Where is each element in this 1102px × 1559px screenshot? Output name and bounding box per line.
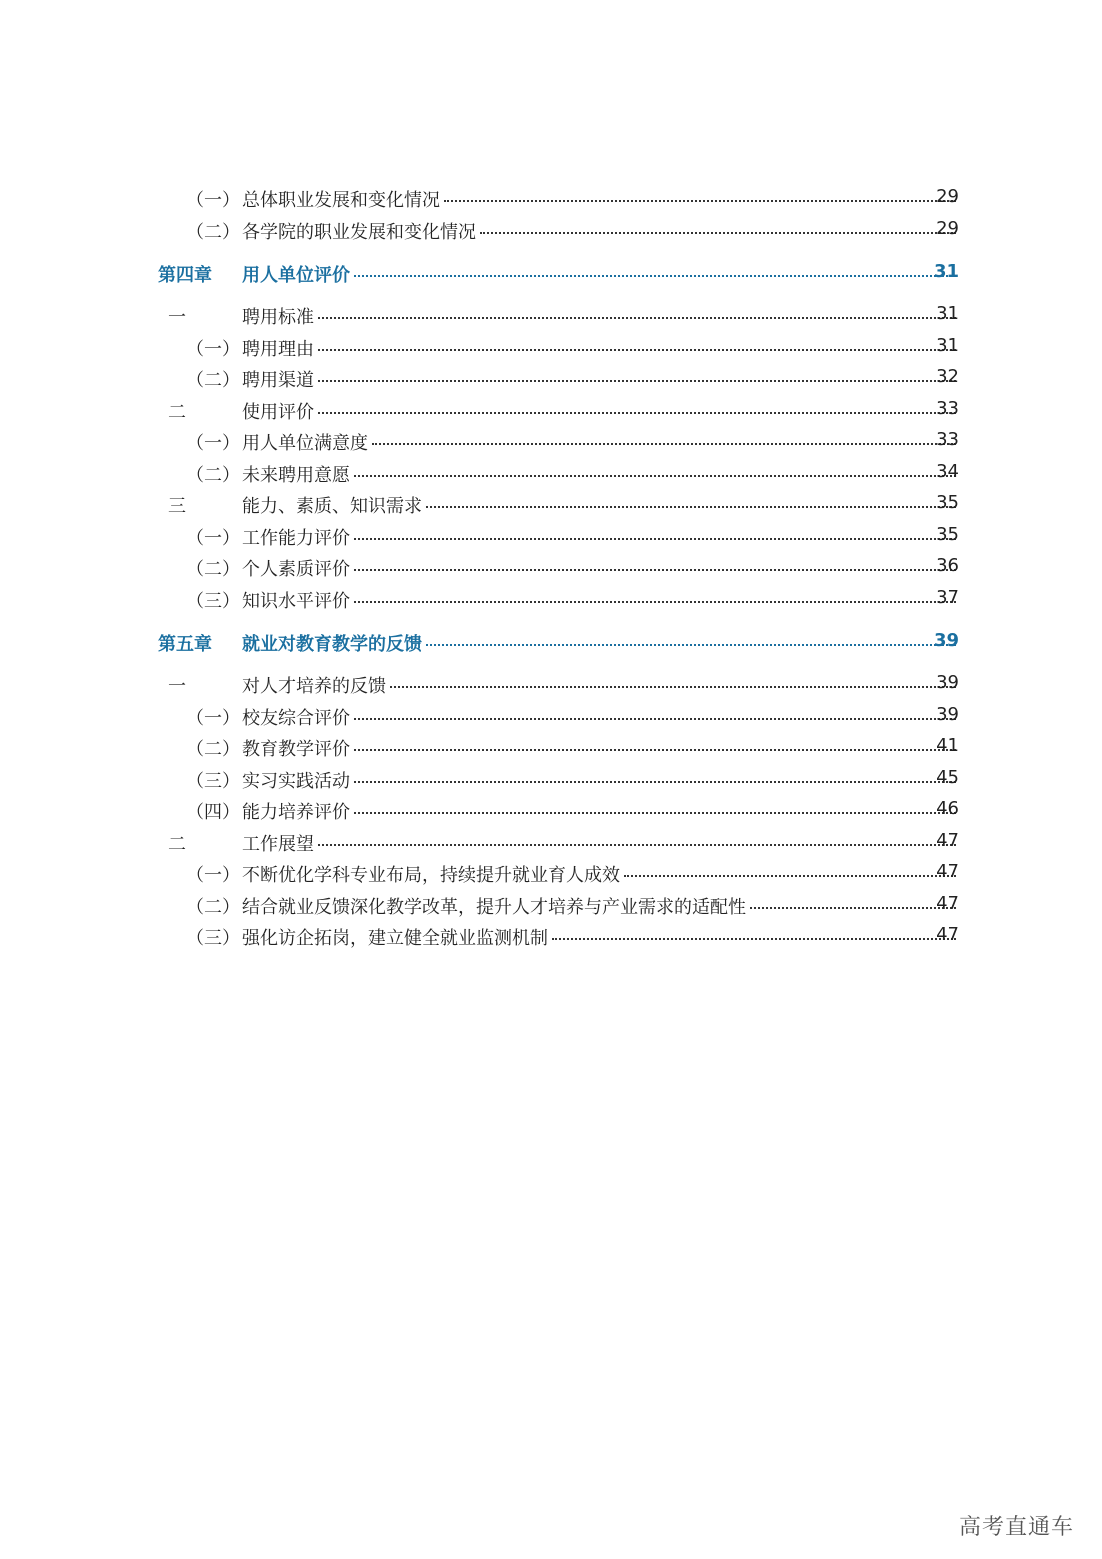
dot-leader bbox=[354, 475, 956, 477]
toc-entry[interactable] bbox=[0, 861, 1102, 893]
toc-entry-title-line bbox=[242, 429, 959, 455]
toc-entry[interactable] bbox=[0, 893, 1102, 925]
toc-entry-number: 二 bbox=[168, 833, 186, 855]
toc-entry[interactable] bbox=[0, 555, 1102, 587]
toc-entry-page-number: 33 bbox=[936, 397, 959, 419]
dot-leader bbox=[552, 938, 956, 940]
toc-entry-number: （三） bbox=[186, 770, 240, 792]
toc-entry-number: 第五章 bbox=[158, 634, 212, 655]
dot-leader bbox=[318, 844, 956, 846]
toc-entry-title: 用人单位满意度 bbox=[242, 433, 368, 454]
dot-leader bbox=[354, 718, 956, 720]
toc-entry-title-line bbox=[242, 893, 959, 919]
toc-entry-title: 未来聘用意愿 bbox=[242, 464, 350, 486]
toc-entry[interactable] bbox=[0, 704, 1102, 736]
toc-entry-title-line bbox=[242, 261, 959, 287]
toc-entry[interactable] bbox=[0, 798, 1102, 830]
toc-entry-title-line bbox=[242, 704, 959, 730]
toc-entry-number: （三） bbox=[186, 590, 240, 612]
table-of-contents bbox=[0, 186, 1102, 956]
toc-entry-title: 对人才培养的反馈 bbox=[242, 676, 386, 697]
dot-leader bbox=[354, 275, 956, 277]
toc-entry-title: 就业对教育教学的反馈 bbox=[242, 634, 422, 655]
dot-leader bbox=[354, 781, 956, 783]
toc-entry-page-number: 47 bbox=[936, 924, 959, 945]
toc-entry[interactable] bbox=[0, 461, 1102, 493]
toc-entry-title-line bbox=[242, 218, 959, 244]
toc-entry-page-number: 31 bbox=[936, 303, 959, 324]
toc-entry[interactable] bbox=[0, 587, 1102, 619]
toc-entry-title-line bbox=[242, 555, 959, 581]
toc-entry[interactable] bbox=[0, 492, 1102, 524]
toc-entry-title: 工作展望 bbox=[242, 833, 314, 855]
toc-entry-title-line bbox=[242, 461, 959, 487]
toc-entry-page-number: 37 bbox=[936, 586, 959, 608]
toc-entry-number: （二） bbox=[186, 559, 240, 580]
dot-leader bbox=[372, 443, 956, 445]
toc-entry-number: 一 bbox=[168, 307, 186, 328]
toc-entry[interactable] bbox=[0, 524, 1102, 556]
toc-entry-page-number: 32 bbox=[936, 366, 959, 387]
toc-entry-page-number: 47 bbox=[936, 861, 959, 882]
toc-entry-number: （二） bbox=[186, 739, 240, 760]
toc-entry[interactable] bbox=[0, 429, 1102, 461]
toc-entry-title: 聘用渠道 bbox=[242, 370, 314, 391]
toc-entry[interactable] bbox=[0, 186, 1102, 218]
toc-entry[interactable] bbox=[0, 672, 1102, 704]
toc-entry[interactable] bbox=[0, 830, 1102, 862]
toc-entry-title: 教育教学评价 bbox=[242, 739, 350, 760]
toc-entry-title: 总体职业发展和变化情况 bbox=[242, 190, 440, 211]
toc-entry-title: 能力、素质、知识需求 bbox=[242, 496, 422, 517]
toc-entry-number: （二） bbox=[186, 221, 240, 243]
toc-entry-number: （一） bbox=[186, 433, 240, 454]
dot-leader bbox=[354, 749, 956, 751]
toc-entry-number: （一） bbox=[186, 190, 240, 211]
toc-entry-page-number: 39 bbox=[933, 630, 959, 651]
toc-entry-title-line bbox=[242, 186, 959, 212]
toc-entry-number: 一 bbox=[168, 676, 186, 697]
toc-entry-title: 校友综合评价 bbox=[242, 707, 350, 729]
toc-entry-title: 实习实践活动 bbox=[242, 770, 350, 792]
toc-entry-title-line bbox=[242, 492, 959, 518]
toc-entry-number: （二） bbox=[186, 370, 240, 391]
toc-entry-number: （四） bbox=[186, 802, 240, 823]
toc-entry-title-line bbox=[242, 672, 959, 698]
watermark: 高考直通车 bbox=[958, 1515, 1074, 1540]
toc-entry-page-number: 31 bbox=[933, 261, 959, 282]
toc-entry-number: （二） bbox=[186, 464, 240, 486]
toc-entry-page-number: 47 bbox=[936, 892, 959, 914]
dot-leader bbox=[354, 812, 956, 814]
toc-entry-number: 二 bbox=[168, 401, 186, 423]
toc-entry-page-number: 41 bbox=[936, 735, 959, 756]
toc-entry-title: 聘用标准 bbox=[242, 307, 314, 328]
toc-entry-title-line bbox=[242, 861, 959, 887]
toc-entry-title: 能力培养评价 bbox=[242, 802, 350, 823]
dot-leader bbox=[426, 644, 956, 646]
toc-entry-number: 第四章 bbox=[158, 265, 212, 286]
toc-entry-title-line bbox=[242, 735, 959, 761]
toc-entry-page-number: 39 bbox=[936, 672, 959, 693]
dot-leader bbox=[354, 569, 956, 571]
toc-entry-page-number: 35 bbox=[936, 523, 959, 545]
toc-entry-title: 工作能力评价 bbox=[242, 527, 350, 549]
dot-leader bbox=[318, 317, 956, 319]
toc-chapter-entry[interactable] bbox=[0, 249, 1102, 303]
toc-entry[interactable] bbox=[0, 303, 1102, 335]
toc-entry-title-line bbox=[242, 924, 959, 950]
toc-entry-title: 不断优化学科专业布局，持续提升就业育人成效 bbox=[242, 865, 620, 886]
toc-entry-number: （三） bbox=[186, 928, 240, 949]
toc-entry-page-number: 34 bbox=[936, 460, 959, 482]
toc-entry-page-number: 47 bbox=[936, 829, 959, 851]
toc-entry-title: 用人单位评价 bbox=[242, 265, 350, 286]
toc-entry-page-number: 33 bbox=[936, 429, 959, 450]
toc-entry-title-line bbox=[242, 335, 959, 361]
toc-entry-number: 三 bbox=[168, 496, 186, 517]
dot-leader bbox=[390, 686, 956, 688]
toc-entry-title: 强化访企拓岗，建立健全就业监测机制 bbox=[242, 928, 548, 949]
toc-entry-number: （一） bbox=[186, 707, 240, 729]
toc-entry-title: 个人素质评价 bbox=[242, 559, 350, 580]
toc-entry[interactable] bbox=[0, 735, 1102, 767]
toc-entry-title-line bbox=[242, 767, 959, 793]
toc-entry-title-line bbox=[242, 798, 959, 824]
toc-entry[interactable] bbox=[0, 335, 1102, 367]
toc-entry-title-line bbox=[242, 524, 959, 550]
dot-leader bbox=[318, 349, 956, 351]
dot-leader bbox=[426, 506, 956, 508]
toc-entry-title: 知识水平评价 bbox=[242, 590, 350, 612]
toc-entry-title-line bbox=[242, 587, 959, 613]
toc-entry-title: 各学院的职业发展和变化情况 bbox=[242, 221, 476, 243]
dot-leader bbox=[318, 380, 956, 382]
dot-leader bbox=[750, 907, 956, 909]
toc-entry-page-number: 45 bbox=[936, 766, 959, 788]
toc-entry-page-number: 36 bbox=[936, 555, 959, 576]
toc-entry-page-number: 39 bbox=[936, 703, 959, 725]
toc-entry[interactable] bbox=[0, 218, 1102, 250]
toc-entry-page-number: 46 bbox=[936, 798, 959, 819]
toc-entry-page-number: 29 bbox=[936, 186, 959, 207]
toc-entry-page-number: 35 bbox=[936, 492, 959, 513]
dot-leader bbox=[480, 232, 956, 234]
toc-entry-page-number: 29 bbox=[936, 217, 959, 239]
toc-entry-title-line bbox=[242, 366, 959, 392]
toc-chapter-entry[interactable] bbox=[0, 618, 1102, 672]
dot-leader bbox=[444, 200, 956, 202]
toc-entry-number: （一） bbox=[186, 338, 240, 360]
toc-entry[interactable] bbox=[0, 398, 1102, 430]
dot-leader bbox=[354, 601, 956, 603]
toc-entry-number: （一） bbox=[186, 527, 240, 549]
toc-entry-title: 使用评价 bbox=[242, 401, 314, 423]
toc-entry-title-line bbox=[242, 630, 959, 656]
dot-leader bbox=[318, 412, 956, 414]
toc-entry-number: （二） bbox=[186, 896, 240, 918]
toc-entry-title-line bbox=[242, 398, 959, 424]
toc-entry-number: （一） bbox=[186, 865, 240, 886]
toc-entry-title-line bbox=[242, 830, 959, 856]
toc-entry[interactable] bbox=[0, 924, 1102, 956]
toc-entry-title: 结合就业反馈深化教学改革，提升人才培养与产业需求的适配性 bbox=[242, 896, 746, 918]
dot-leader bbox=[354, 538, 956, 540]
dot-leader bbox=[624, 875, 956, 877]
toc-entry-title-line bbox=[242, 303, 959, 329]
toc-entry[interactable] bbox=[0, 366, 1102, 398]
toc-entry-page-number: 31 bbox=[936, 334, 959, 356]
toc-entry[interactable] bbox=[0, 767, 1102, 799]
toc-entry-title: 聘用理由 bbox=[242, 338, 314, 360]
